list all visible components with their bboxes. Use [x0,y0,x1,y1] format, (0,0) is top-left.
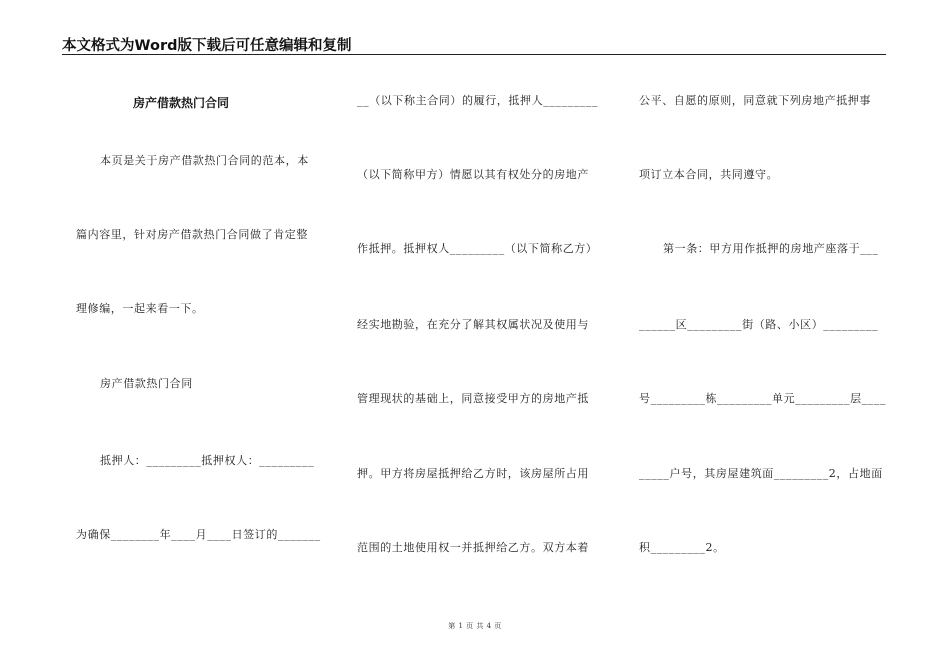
text-line: 作抵押。抵押权人_________（以下简称乙方） [357,242,598,255]
text-line: 押。甲方将房屋抵押给乙方时，该房屋所占用 [357,467,589,480]
text-line: ______区_________街（路、小区）_________ [639,318,879,331]
header-text: 本文格式为Word版下载后可任意编辑和复制 [62,38,352,54]
text-line: 经实地勘验，在充分了解其权属状况及使用与 [357,318,589,331]
document-title: 房产借款热门合同 [133,96,230,110]
text-line: 积_________2。 [639,541,725,554]
text-line: 公平、自愿的原则，同意就下列房地产抵押事 [639,94,871,107]
text-line: 管理现状的基础上，同意接受甲方的房地产抵 [357,392,589,405]
text-line: （以下简称甲方）情愿以其有权处分的房地产 [357,168,589,181]
text-line: 篇内容里，针对房产借款热门合同做了肯定整 [76,228,308,241]
text-line: _____户号，其房屋建筑面_________2，占地面 [639,467,883,480]
text-line: 为确保________年____月____日签订的_______ [76,528,321,541]
text-line: 号_________栋_________单元_________层____ [639,392,887,405]
text-line: 理修编，一起来看一下。 [76,302,204,315]
text-line: 范围的土地使用权一并抵押给乙方。双方本着 [357,541,589,554]
text-line: 项订立本合同，共同遵守。 [639,168,779,181]
text-line: 本页是关于房产借款热门合同的范本，本 [100,154,309,167]
text-line: 房产借款热门合同 [100,377,193,390]
page-header [62,32,886,55]
text-line: 第一条：甲方用作抵押的房地产座落于___ [663,242,879,255]
text-line: 抵押人：_________抵押权人：_________ [100,454,315,467]
text-line: __（以下称主合同）的履行，抵押人_________ [357,94,599,107]
page-footer: 第 1 页 共 4 页 [448,622,502,630]
